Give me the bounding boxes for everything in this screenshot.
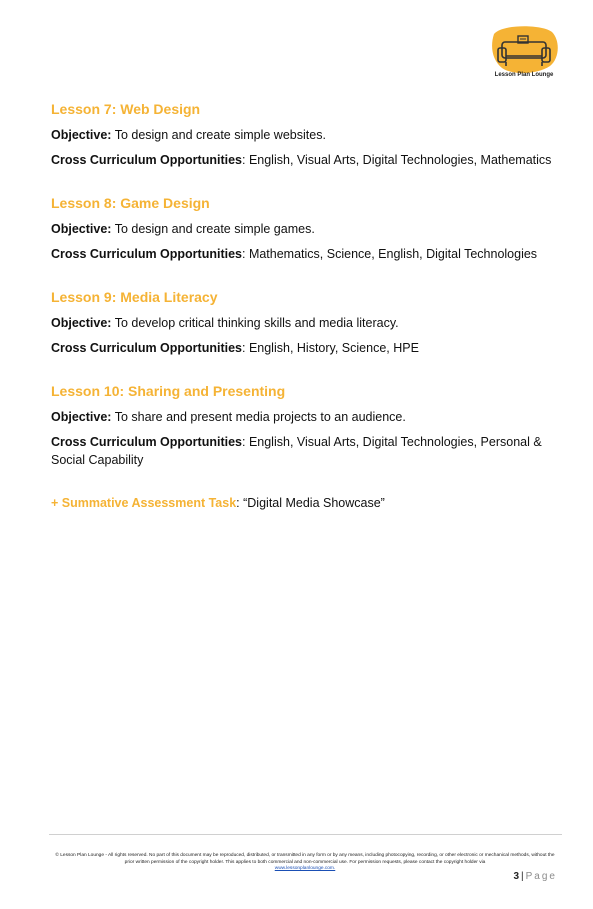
- cross-curriculum-text: : English, History, Science, HPE: [242, 341, 419, 355]
- lesson-title: Lesson 8: Game Design: [51, 195, 210, 211]
- logo-text: Lesson Plan Lounge: [494, 72, 554, 78]
- summative-label: + Summative Assessment Task: [51, 496, 237, 510]
- cross-curriculum-line: [51, 433, 561, 469]
- page-number-value: 3: [513, 871, 520, 882]
- objective-line: [51, 126, 561, 144]
- lesson-section: [51, 194, 561, 263]
- objective-line: [51, 220, 561, 238]
- lesson-section: [51, 288, 561, 357]
- lesson-section: [51, 100, 561, 169]
- lesson-title: Lesson 10: Sharing and Presenting: [51, 383, 286, 399]
- summative-assessment-line: [51, 494, 561, 512]
- cross-curriculum-line: [51, 245, 561, 263]
- objective-text: To develop critical thinking skills and media literacy.: [114, 316, 399, 330]
- website-link[interactable]: www.lessonplanlounge.com.: [274, 866, 336, 871]
- objective-line: [51, 314, 561, 332]
- cross-curriculum-line: [51, 151, 561, 169]
- page-word: Page: [525, 871, 557, 882]
- lesson-plan-lounge-logo: [488, 26, 560, 84]
- lesson-title: Lesson 9: Media Literacy: [51, 289, 218, 305]
- objective-text: To design and create simple websites.: [114, 128, 326, 142]
- cross-curriculum-label: Cross Curriculum Opportunities: [51, 247, 242, 261]
- footer-divider: [49, 834, 562, 835]
- objective-label: Objective:: [51, 128, 112, 142]
- footer-copyright: [55, 853, 555, 873]
- objective-label: Objective:: [51, 410, 112, 424]
- page-separator: |: [521, 871, 524, 882]
- summative-text: : “Digital Media Showcase”: [236, 496, 385, 510]
- sofa-icon: [488, 26, 560, 74]
- copyright-text: © Lesson Plan Lounge - All rights reserved. No part of this document may be reproduced, distributed, or transmitted in any form or by any means, including photocopying, recording, or other electronic or mechanical methods, without the prior written permission of the copyright holder. This applies to both commercial and non-commercial use. For permission requests, please contact the copyright holder via: [55, 853, 555, 865]
- objective-text: To design and create simple games.: [114, 222, 315, 236]
- cross-curriculum-text: : English, Visual Arts, Digital Technologies, Personal & Social Capability: [51, 435, 542, 467]
- lesson-title: Lesson 7: Web Design: [51, 101, 201, 117]
- objective-label: Objective:: [51, 316, 112, 330]
- lesson-list: [51, 100, 561, 512]
- cross-curriculum-label: Cross Curriculum Opportunities: [51, 435, 242, 449]
- page-number: [513, 871, 557, 882]
- objective-line: [51, 408, 561, 426]
- lesson-section: [51, 382, 561, 469]
- cross-curriculum-label: Cross Curriculum Opportunities: [51, 341, 242, 355]
- cross-curriculum-text: : Mathematics, Science, English, Digital Technologies: [242, 247, 538, 261]
- cross-curriculum-line: [51, 339, 561, 357]
- cross-curriculum-label: Cross Curriculum Opportunities: [51, 153, 242, 167]
- objective-label: Objective:: [51, 222, 112, 236]
- cross-curriculum-text: : English, Visual Arts, Digital Technologies, Mathematics: [242, 153, 552, 167]
- objective-text: To share and present media projects to an audience.: [114, 410, 406, 424]
